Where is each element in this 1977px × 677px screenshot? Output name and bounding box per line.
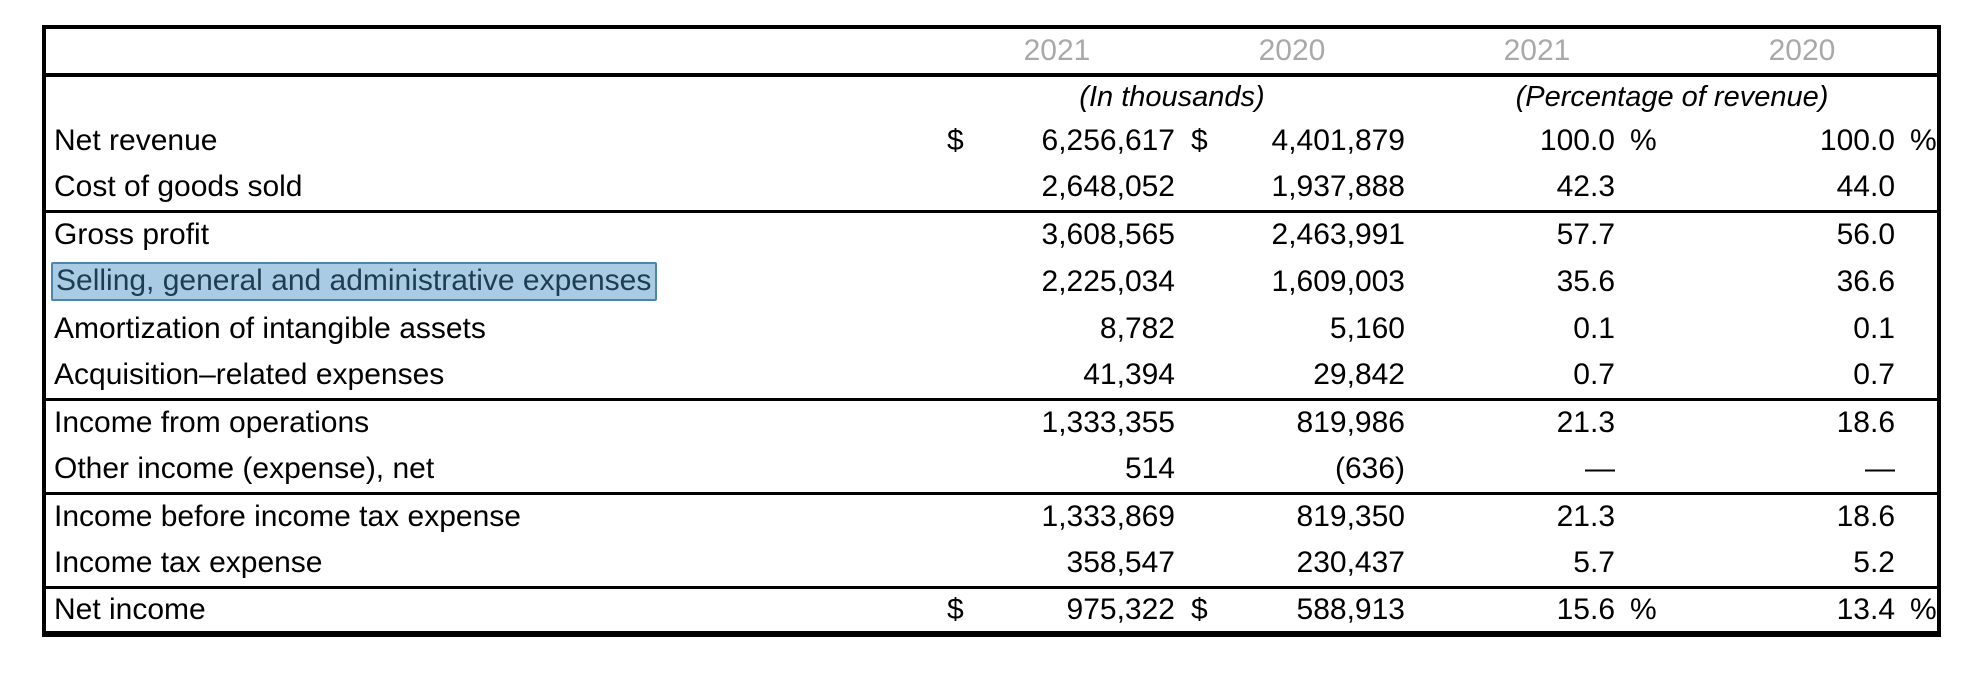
table-row-cost-of-goods-sold	[44, 164, 1939, 211]
value-2021-percent: 21.3	[1556, 406, 1615, 440]
value-2021-thousands: 514	[1124, 451, 1175, 485]
value-2020-thousands: 819,350	[1296, 500, 1405, 534]
value-2020-percent: 18.6	[1836, 406, 1895, 440]
value-2021-thousands: 975,322	[1066, 592, 1175, 626]
value-2021-thousands: 1,333,869	[1041, 500, 1175, 534]
table-row-income-from-operations	[44, 399, 1939, 446]
row-label: Income tax expense	[54, 545, 323, 579]
group-header-row	[44, 75, 1939, 117]
value-2020-percent: 13.4	[1836, 592, 1895, 626]
value-2020-percent: 0.7	[1853, 357, 1895, 391]
value-2020-percent: 44.0	[1836, 169, 1895, 203]
row-label: Cost of goods sold	[54, 169, 303, 203]
table-row-acquisition-expenses	[44, 352, 1939, 399]
row-label: Net income	[54, 592, 206, 626]
table-row-other-income	[44, 446, 1939, 493]
value-2020-thousands: 2,463,991	[1271, 218, 1405, 252]
year-header-row	[44, 27, 1939, 75]
value-2021-percent: 100.0	[1539, 123, 1615, 157]
value-2021-thousands: 2,648,052	[1041, 169, 1175, 203]
value-2020-percent: 100.0	[1819, 123, 1895, 157]
table-row-net-income	[44, 587, 1939, 634]
row-label: Net revenue	[54, 123, 218, 157]
table-row-sga-expenses	[44, 258, 1939, 305]
value-2021-thousands: 2,225,034	[1041, 264, 1175, 298]
row-label: Income before income tax expense	[54, 500, 521, 534]
corner-cell	[44, 27, 937, 75]
value-2020-percent: 18.6	[1836, 500, 1895, 534]
table-row-net-revenue	[44, 117, 1939, 164]
dollar-sign: $	[1191, 123, 1208, 157]
value-2021-thousands: 1,333,355	[1041, 406, 1175, 440]
value-2021-percent: 57.7	[1556, 218, 1615, 252]
value-2020-percent: —	[1865, 451, 1895, 485]
year-header-2020-thousands: 2020	[1258, 34, 1326, 67]
value-2021-percent: 5.7	[1573, 545, 1615, 579]
value-2021-thousands: 41,394	[1083, 357, 1175, 391]
value-2020-percent: 0.1	[1853, 311, 1895, 345]
value-2020-percent: 5.2	[1853, 545, 1895, 579]
value-2021-percent: —	[1585, 451, 1615, 485]
table-row-income-tax-expense	[44, 540, 1939, 587]
dollar-sign: $	[947, 592, 964, 626]
value-2021-thousands: 3,608,565	[1041, 218, 1175, 252]
value-2021-percent: 15.6	[1556, 592, 1615, 626]
group-header-percentage-of-revenue: (Percentage of revenue)	[1515, 80, 1829, 113]
percent-sign: %	[1910, 592, 1937, 626]
percent-sign: %	[1910, 123, 1937, 157]
group-header-in-thousands: (In thousands)	[1079, 80, 1265, 113]
row-label: Gross profit	[54, 218, 210, 252]
value-2021-thousands: 8,782	[1099, 311, 1175, 345]
value-2021-percent: 0.7	[1573, 357, 1615, 391]
value-2020-thousands: 588,913	[1296, 592, 1405, 626]
value-2020-thousands: 819,986	[1296, 406, 1405, 440]
value-2020-thousands: 1,937,888	[1271, 169, 1405, 203]
year-header-2021-thousands: 2021	[1023, 34, 1091, 67]
row-label: Other income (expense), net	[54, 451, 435, 485]
value-2021-percent: 21.3	[1556, 500, 1615, 534]
value-2021-thousands: 6,256,617	[1041, 123, 1175, 157]
value-2020-thousands: 5,160	[1329, 311, 1405, 345]
year-header-2020-percent: 2020	[1768, 34, 1836, 67]
value-2020-percent: 56.0	[1836, 218, 1895, 252]
dollar-sign: $	[947, 123, 964, 157]
value-2020-thousands: 1,609,003	[1271, 264, 1405, 298]
table-row-amortization	[44, 305, 1939, 352]
value-2021-percent: 35.6	[1556, 264, 1615, 298]
value-2020-thousands: 4,401,879	[1271, 123, 1405, 157]
value-2021-thousands: 358,547	[1066, 545, 1175, 579]
percent-sign: %	[1630, 123, 1657, 157]
year-header-2021-percent: 2021	[1503, 34, 1571, 67]
value-2021-percent: 42.3	[1556, 169, 1615, 203]
value-2020-thousands: (636)	[1334, 451, 1405, 485]
income-statement	[42, 25, 1941, 637]
value-2020-thousands: 230,437	[1296, 545, 1405, 579]
percent-sign: %	[1630, 592, 1657, 626]
income-statement-table	[42, 25, 1941, 637]
dollar-sign: $	[1191, 592, 1208, 626]
selected-text-highlight[interactable]: Selling, general and administrative expenses	[51, 262, 657, 301]
row-label: Acquisition–related expenses	[54, 357, 445, 391]
table-row-income-before-tax	[44, 493, 1939, 540]
row-label: Amortization of intangible assets	[54, 311, 486, 345]
table-row-gross-profit	[44, 211, 1939, 258]
row-label	[44, 258, 937, 305]
value-2020-thousands: 29,842	[1313, 357, 1405, 391]
row-label: Income from operations	[54, 406, 370, 440]
value-2021-percent: 0.1	[1573, 311, 1615, 345]
value-2020-percent: 36.6	[1836, 264, 1895, 298]
